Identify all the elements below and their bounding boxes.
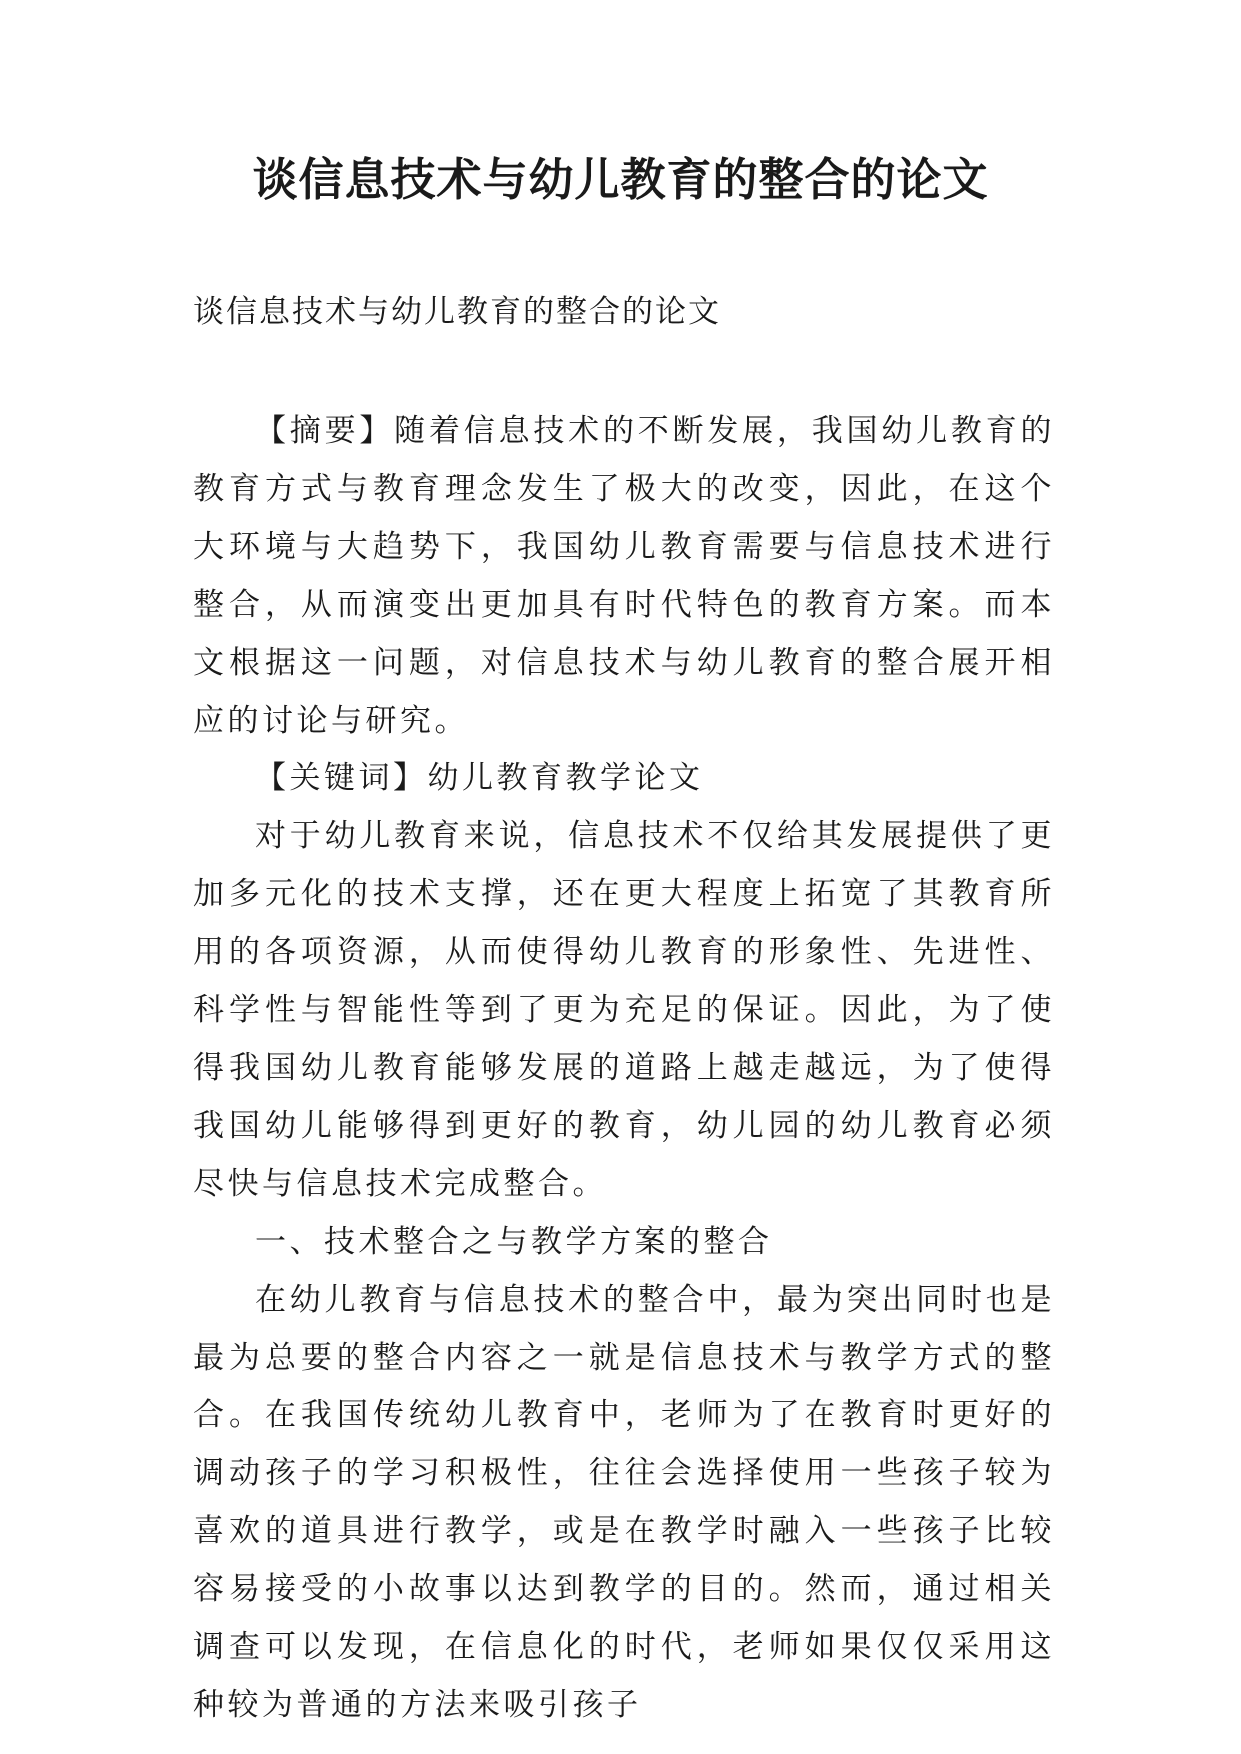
document-subtitle: 谈信息技术与幼儿教育的整合的论文 <box>193 294 721 330</box>
section-heading: 一、技术整合之与教学方案的整合 <box>255 1223 773 1260</box>
keywords-paragraph: 【关键词】幼儿教育教学论文 <box>255 760 704 797</box>
section-paragraph: 在幼儿教育与信息技术的整合中，最为突出同时也是最为总要的整合内容之一就是信息技术与教学方式的整合。在我国传统幼儿教育中，老师为了在教育时更好的调动孩子的学习积极性，往往会选择使用一些孩子较为喜欢的道具进行教学，或是在教学时融入一些孩子比较容易接受的小故事以达到教学的目的。然而，通过相关调查可以发现，在信息化的时代，老师如果仅仅采用这种较为普通的方法来吸引孩子 <box>193 1281 1055 1723</box>
document-body <box>193 403 1055 1735</box>
abstract-paragraph: 【摘要】随着信息技术的不断发展，我国幼儿教育的教育方式与教育理念发生了极大的改变，因此，在这个大环境与大趋势下，我国幼儿教育需要与信息技术进行整合，从而演变出更加具有时代特色的教育方案。而本文根据这一问题，对信息技术与幼儿教育的整合展开相应的讨论与研究。 <box>193 413 1055 739</box>
document-title: 谈信息技术与幼儿教育的整合的论文 <box>252 153 989 206</box>
intro-paragraph: 对于幼儿教育来说，信息技术不仅给其发展提供了更加多元化的技术支撑，还在更大程度上拓宽了其教育所用的各项资源，从而使得幼儿教育的形象性、先进性、科学性与智能性等到了更为充足的保证。因此，为了使得我国幼儿教育能够发展的道路上越走越远，为了使得我国幼儿能够得到更好的教育，幼儿园的幼儿教育必须尽快与信息技术完成整合。 <box>193 818 1055 1202</box>
